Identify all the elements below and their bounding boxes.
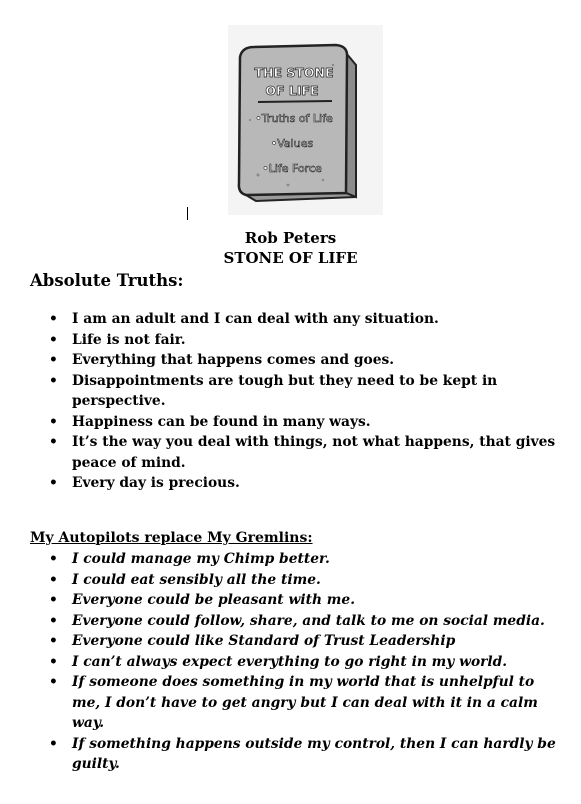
list-item-text: Life is not fair. bbox=[72, 331, 186, 348]
absolute-truths-list bbox=[44, 309, 559, 494]
author-name: Rob Peters bbox=[244, 229, 337, 247]
list-item bbox=[44, 371, 559, 412]
list-item bbox=[44, 590, 559, 611]
bullet-icon: • bbox=[49, 434, 58, 450]
list-item-text: Everyone could like Standard of Trust Leadership bbox=[72, 633, 456, 649]
list-item-text: I could eat sensibly all the time. bbox=[72, 571, 321, 588]
tablet-title-line2: OF LIFE bbox=[265, 83, 319, 98]
document-title: STONE OF LIFE bbox=[223, 249, 358, 267]
bullet-icon: • bbox=[49, 612, 58, 629]
list-item bbox=[44, 570, 559, 591]
bullet-icon: • bbox=[49, 592, 58, 608]
tablet-item-truths: •Truths of Life bbox=[255, 112, 333, 125]
list-item-text: It’s the way you deal with things, not what happens, that gives peace of mind. bbox=[72, 434, 556, 471]
autopilots-heading: My Autopilots replace My Gremlins: bbox=[30, 530, 313, 546]
tablet-title-line1: THE STONE bbox=[254, 65, 334, 80]
list-item-text: I could manage my Chimp better. bbox=[72, 551, 330, 567]
stone-tablet-icon bbox=[228, 25, 383, 215]
list-item bbox=[44, 734, 559, 775]
list-item bbox=[44, 611, 559, 632]
bullet-icon: • bbox=[49, 372, 58, 389]
list-item-text: Everyone could follow, share, and talk to me on social media. bbox=[72, 612, 545, 629]
bullet-icon: • bbox=[49, 653, 58, 670]
list-item bbox=[44, 549, 559, 570]
list-item-text: Everyone could be pleasant with me. bbox=[72, 592, 355, 608]
bullet-icon: • bbox=[49, 352, 58, 368]
list-item bbox=[44, 330, 559, 351]
absolute-truths-heading: Absolute Truths: bbox=[30, 271, 184, 290]
bullet-icon: • bbox=[49, 475, 58, 491]
list-item-text: If something happens outside my control, then I can hardly be guilty. bbox=[72, 735, 556, 772]
bullet-icon: • bbox=[49, 633, 58, 649]
list-item bbox=[44, 350, 559, 371]
list-item bbox=[44, 432, 559, 473]
list-item-text: Happiness can be found in many ways. bbox=[72, 413, 371, 430]
bullet-icon: • bbox=[49, 735, 58, 752]
list-item bbox=[44, 652, 559, 673]
bullet-icon: • bbox=[49, 413, 58, 430]
text-cursor bbox=[187, 207, 188, 220]
list-item-text: If someone does something in my world that is unhelpful to me, I don’t have to get angry but I can deal with it in a calm way. bbox=[72, 674, 538, 731]
tablet-item-values: •Values bbox=[270, 137, 314, 150]
list-item-text: Every day is precious. bbox=[72, 475, 240, 491]
bullet-icon: • bbox=[49, 551, 58, 567]
list-item bbox=[44, 309, 559, 330]
list-item-text: I can’t always expect everything to go right in my world. bbox=[72, 653, 508, 670]
list-item bbox=[44, 412, 559, 433]
list-item-text: Everything that happens comes and goes. bbox=[72, 352, 395, 368]
list-item bbox=[44, 672, 559, 734]
bullet-icon: • bbox=[49, 331, 58, 348]
list-item-text: I am an adult and I can deal with any situation. bbox=[72, 311, 439, 327]
bullet-icon: • bbox=[49, 311, 58, 327]
stone-of-life-illustration bbox=[228, 25, 383, 215]
bullet-icon: • bbox=[49, 571, 58, 588]
list-item bbox=[44, 631, 559, 652]
tablet-item-life-force: •Life Force bbox=[262, 162, 322, 175]
list-item bbox=[44, 473, 559, 494]
bullet-icon: • bbox=[49, 674, 58, 690]
list-item-text: Disappointments are tough but they need to be kept in perspective. bbox=[72, 372, 498, 409]
autopilots-list bbox=[44, 549, 559, 775]
